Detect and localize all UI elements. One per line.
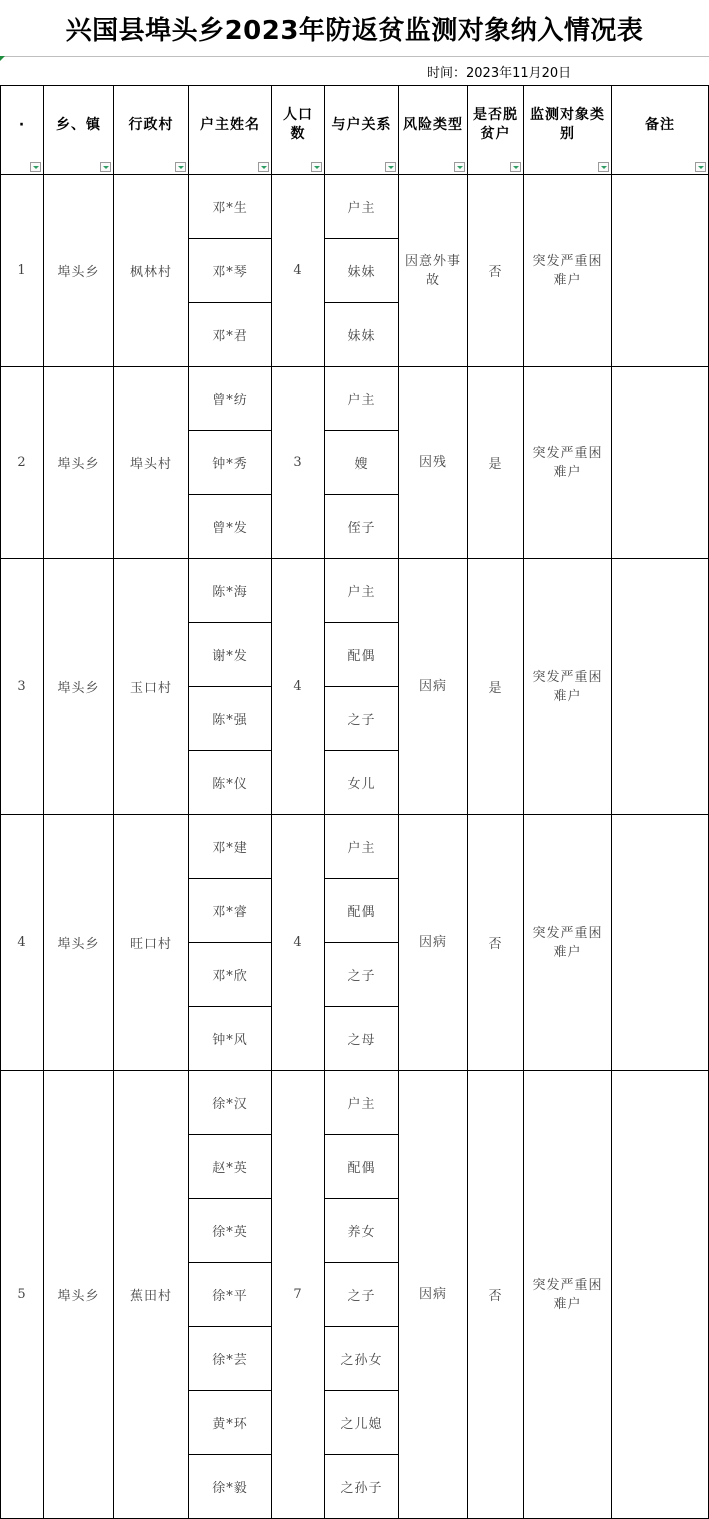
note-cell	[612, 367, 709, 559]
member-name-cell: 陈*强	[189, 687, 272, 751]
population-cell: 7	[272, 1071, 325, 1519]
category-cell: 突发严重困难户	[524, 559, 612, 815]
sheet-title: 兴国县埠头乡2023年防返贫监测对象纳入情况表	[65, 15, 644, 46]
village-cell: 玉口村	[114, 559, 189, 815]
col-relation-label: 与户关系	[331, 116, 392, 133]
col-relation-header	[325, 86, 399, 175]
risk-type-cell: 因残	[399, 367, 468, 559]
col-note-header	[612, 86, 709, 175]
member-name-cell: 邓*睿	[189, 879, 272, 943]
poverty-exited-cell: 否	[468, 175, 524, 367]
table-row	[1, 815, 709, 879]
member-name-cell: 徐*英	[189, 1199, 272, 1263]
filter-dropdown-icon[interactable]	[695, 162, 706, 172]
town-cell: 埠头乡	[44, 815, 114, 1071]
member-name-cell: 邓*君	[189, 303, 272, 367]
population-cell: 4	[272, 559, 325, 815]
member-name-cell: 陈*海	[189, 559, 272, 623]
col-village-header	[114, 86, 189, 175]
table-row	[1, 367, 709, 431]
note-cell	[612, 815, 709, 1071]
filter-dropdown-icon[interactable]	[454, 162, 465, 172]
relation-cell: 户主	[325, 559, 399, 623]
member-name-cell: 曾*发	[189, 495, 272, 559]
table-body	[1, 175, 709, 1519]
member-name-cell: 赵*英	[189, 1135, 272, 1199]
table-row	[1, 559, 709, 623]
note-cell	[612, 1071, 709, 1519]
member-name-cell: 曾*纺	[189, 367, 272, 431]
member-name-cell: 徐*毅	[189, 1455, 272, 1519]
col-poverty-exited-header	[468, 86, 524, 175]
cell-indicator-icon	[0, 56, 5, 61]
table-row	[1, 1071, 709, 1135]
col-note-label: 备注	[645, 116, 675, 133]
member-name-cell: 谢*发	[189, 623, 272, 687]
member-name-cell: 徐*平	[189, 1263, 272, 1327]
col-category-header	[524, 86, 612, 175]
col-village-label: 行政村	[128, 116, 174, 133]
relation-cell: 妹妹	[325, 239, 399, 303]
row-number-cell: 2	[1, 367, 44, 559]
category-cell: 突发严重困难户	[524, 175, 612, 367]
col-risk-type-label: 风险类型	[403, 116, 463, 133]
category-cell: 突发严重困难户	[524, 815, 612, 1071]
category-cell: 突发严重困难户	[524, 1071, 612, 1519]
town-cell: 埠头乡	[44, 1071, 114, 1519]
poverty-exited-cell: 否	[468, 1071, 524, 1519]
relation-cell: 配偶	[325, 879, 399, 943]
member-name-cell: 徐*汉	[189, 1071, 272, 1135]
filter-dropdown-icon[interactable]	[258, 162, 269, 172]
col-index-label: ·	[18, 116, 26, 133]
relation-cell: 养女	[325, 1199, 399, 1263]
relation-cell: 户主	[325, 367, 399, 431]
risk-type-cell: 因病	[399, 1071, 468, 1519]
relation-cell: 嫂	[325, 431, 399, 495]
member-name-cell: 邓*欣	[189, 943, 272, 1007]
poverty-exited-cell: 否	[468, 815, 524, 1071]
member-name-cell: 邓*生	[189, 175, 272, 239]
population-cell: 4	[272, 175, 325, 367]
village-cell: 蕉田村	[114, 1071, 189, 1519]
relation-cell: 女儿	[325, 751, 399, 815]
member-name-cell: 钟*风	[189, 1007, 272, 1071]
row-number-cell: 5	[1, 1071, 44, 1519]
village-cell: 旺口村	[114, 815, 189, 1071]
filter-dropdown-icon[interactable]	[385, 162, 396, 172]
col-town-header	[44, 86, 114, 175]
member-name-cell: 黄*环	[189, 1391, 272, 1455]
relation-cell: 之孙女	[325, 1327, 399, 1391]
relation-cell: 户主	[325, 175, 399, 239]
poverty-exited-cell: 是	[468, 367, 524, 559]
monitoring-table	[0, 85, 709, 1519]
population-cell: 4	[272, 815, 325, 1071]
town-cell: 埠头乡	[44, 175, 114, 367]
note-cell	[612, 175, 709, 367]
table-row	[1, 175, 709, 239]
col-population-header	[272, 86, 325, 175]
town-cell: 埠头乡	[44, 559, 114, 815]
filter-dropdown-icon[interactable]	[100, 162, 111, 172]
member-name-cell: 陈*仪	[189, 751, 272, 815]
col-index-header	[1, 86, 44, 175]
filter-dropdown-icon[interactable]	[510, 162, 521, 172]
risk-type-cell: 因病	[399, 559, 468, 815]
relation-cell: 侄子	[325, 495, 399, 559]
relation-cell: 之子	[325, 687, 399, 751]
title-divider	[0, 56, 709, 57]
relation-cell: 户主	[325, 815, 399, 879]
col-head-name-label: 户主姓名	[200, 116, 260, 133]
relation-cell: 之孙子	[325, 1455, 399, 1519]
risk-type-cell: 因意外事故	[399, 175, 468, 367]
relation-cell: 户主	[325, 1071, 399, 1135]
col-population-label: 人口数	[283, 107, 313, 142]
row-number-cell: 4	[1, 815, 44, 1071]
date-label: 时间：2023年11月20日	[427, 66, 572, 81]
member-name-cell: 邓*建	[189, 815, 272, 879]
relation-cell: 之儿媳	[325, 1391, 399, 1455]
col-risk-type-header	[399, 86, 468, 175]
member-name-cell: 邓*琴	[189, 239, 272, 303]
row-number-cell: 3	[1, 559, 44, 815]
village-cell: 枫林村	[114, 175, 189, 367]
town-cell: 埠头乡	[44, 367, 114, 559]
category-cell: 突发严重困难户	[524, 367, 612, 559]
population-cell: 3	[272, 367, 325, 559]
poverty-exited-cell: 是	[468, 559, 524, 815]
filter-dropdown-icon[interactable]	[598, 162, 609, 172]
filter-dropdown-icon[interactable]	[30, 162, 41, 172]
relation-cell: 之子	[325, 1263, 399, 1327]
col-poverty-exited-label: 是否脱贫户	[473, 107, 518, 142]
relation-cell: 之母	[325, 1007, 399, 1071]
relation-cell: 配偶	[325, 623, 399, 687]
col-category-label: 监测对象类别	[530, 107, 605, 142]
header-row	[1, 86, 709, 175]
col-town-label: 乡、镇	[56, 116, 101, 133]
village-cell: 埠头村	[114, 367, 189, 559]
row-number-cell: 1	[1, 175, 44, 367]
filter-dropdown-icon[interactable]	[311, 162, 322, 172]
member-name-cell: 钟*秀	[189, 431, 272, 495]
member-name-cell: 徐*芸	[189, 1327, 272, 1391]
note-cell	[612, 559, 709, 815]
risk-type-cell: 因病	[399, 815, 468, 1071]
relation-cell: 之子	[325, 943, 399, 1007]
relation-cell: 配偶	[325, 1135, 399, 1199]
relation-cell: 妹妹	[325, 303, 399, 367]
filter-dropdown-icon[interactable]	[175, 162, 186, 172]
col-head-name-header	[189, 86, 272, 175]
